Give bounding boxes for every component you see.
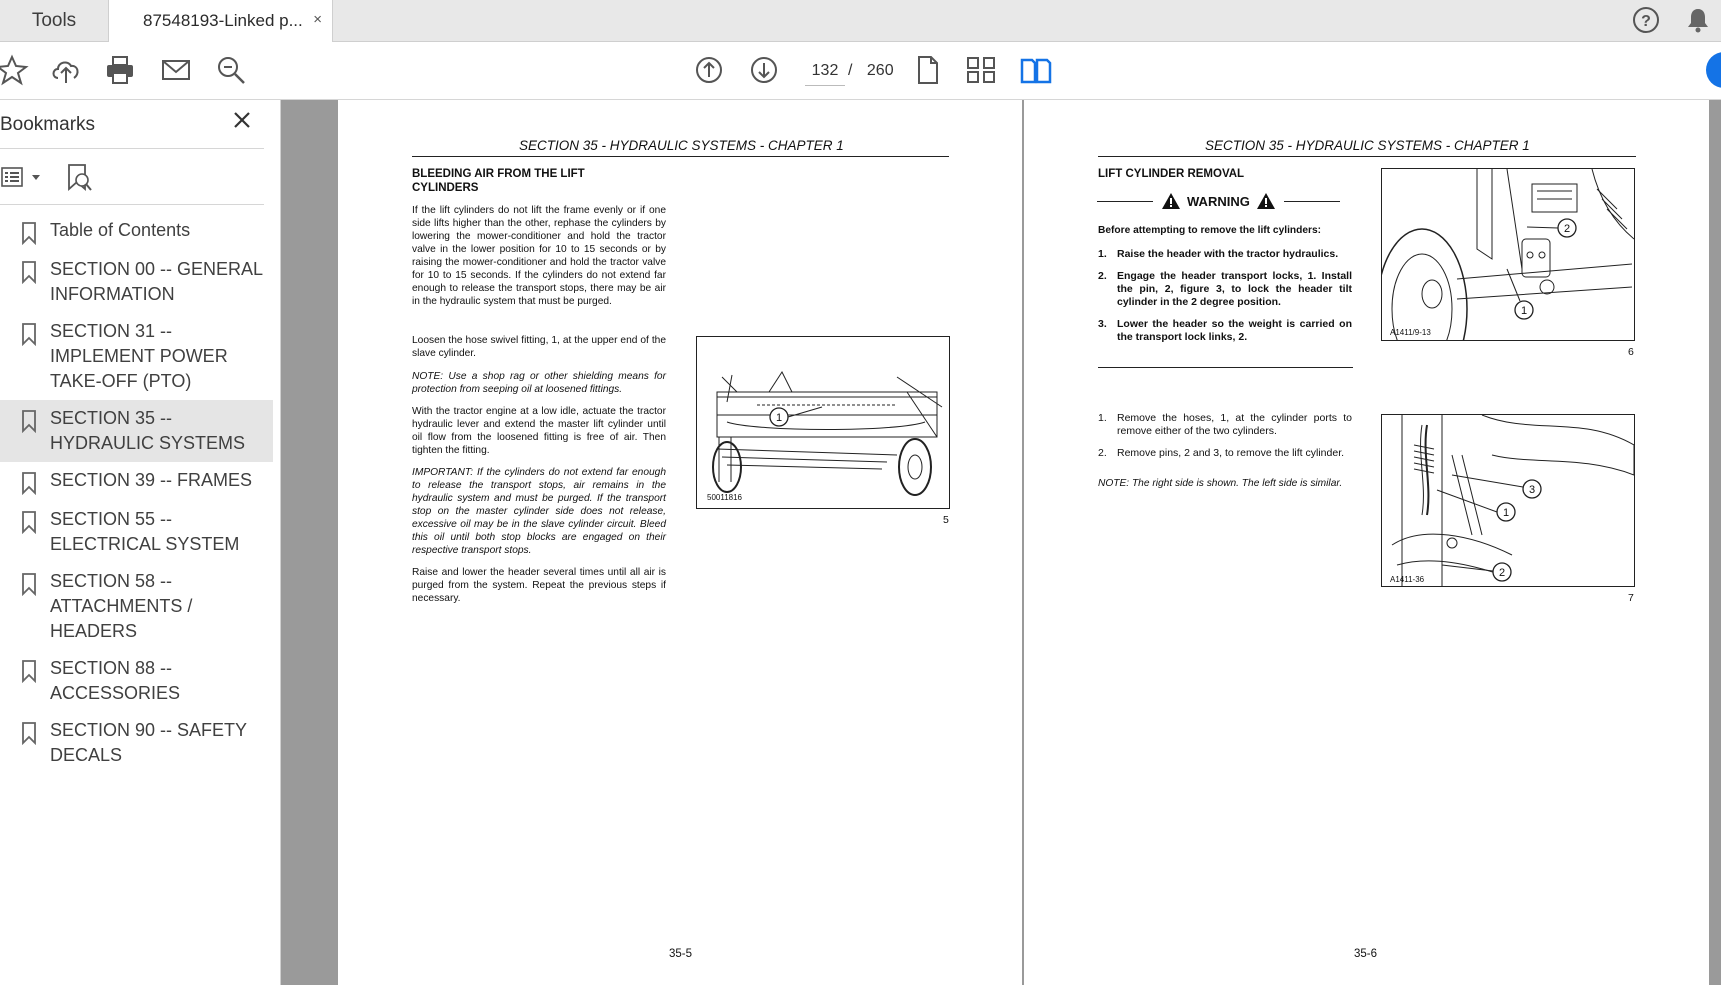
section-heading: LIFT CYLINDER REMOVAL: [1098, 168, 1245, 180]
tab-tools[interactable]: Tools: [31, 10, 77, 31]
page-footer: 35-6: [1354, 948, 1378, 960]
paragraph: If the lift cylinders do not lift the frame evenly or if one side lifts higher than the other, rephase the cylinders by lowering the mower-conditioner and hold the tractor valve in the lower position for 10 to 15 seconds or by raising the mower-conditioner and hold the tractor valve for 10 to 15 seconds. If the cylinders do not extend far enough to release the transport stops, there may be air in the hydraulic system that must be purged.: [412, 205, 666, 307]
pdf-page-left: [338, 100, 1022, 985]
warning-end-rule: [1098, 367, 1353, 368]
hoses-illustration: [1382, 415, 1634, 586]
bookmark-label: SECTION 90 -- SAFETY DECALS: [50, 720, 247, 765]
bookmark-icon: [20, 510, 38, 534]
page-header: SECTION 35 - HYDRAULIC SYSTEMS - CHAPTER 1: [1205, 138, 1530, 153]
previous-page-icon[interactable]: [691, 52, 727, 88]
figure-6-cylinder: [1381, 168, 1635, 341]
figure-callout: 1: [775, 412, 783, 424]
page-total: [848, 56, 894, 86]
tab-document[interactable]: [108, 0, 333, 42]
bookmark-label: SECTION 00 -- GENERAL INFORMATION: [50, 259, 263, 304]
step-text: Remove the hoses, 1, at the cylinder ports to remove either of the two cylinders.: [1117, 412, 1352, 437]
bookmark-icon: [20, 260, 38, 284]
figure-callout: 1: [1520, 305, 1528, 317]
bookmark-item[interactable]: [0, 313, 273, 400]
bookmark-icon: [20, 721, 38, 745]
account-avatar[interactable]: [1706, 52, 1721, 88]
page-separator: /: [848, 62, 853, 79]
bookmark-label: SECTION 35 -- HYDRAULIC SYSTEMS: [50, 408, 246, 453]
page-footer: 35-5: [669, 948, 693, 960]
bookmark-label: SECTION 58 -- ATTACHMENTS / HEADERS: [50, 571, 193, 641]
pdf-page-right: [1024, 100, 1709, 985]
paragraph: Loosen the hose swivel fitting, 1, at the upper end of the slave cylinder.: [412, 335, 666, 359]
next-page-icon[interactable]: [746, 52, 782, 88]
print-icon[interactable]: [102, 52, 138, 88]
step-item: [1098, 248, 1352, 261]
tab-document-label: 87548193-Linked p...: [143, 11, 303, 30]
close-icon[interactable]: [232, 110, 252, 130]
bookmark-list: [0, 212, 273, 774]
divider: [0, 148, 264, 149]
warning-banner: [1097, 192, 1340, 210]
bookmark-item[interactable]: [0, 563, 273, 650]
header-rule: [1098, 156, 1636, 157]
section-heading: BLEEDING AIR FROM THE LIFT CYLINDERS: [412, 168, 585, 194]
bookmark-label: SECTION 31 -- IMPLEMENT POWER TAKE-OFF (PTO): [50, 321, 228, 391]
step-item: [1098, 318, 1352, 344]
figure-7-hoses: [1381, 414, 1635, 587]
document-view: [281, 100, 1721, 985]
paragraph: With the tractor engine at a low idle, actuate the tractor hydraulic lever and extend the master lift cylinder until oil flow from the loosened fitting is free of air. Then tighten the fitting.: [412, 406, 666, 456]
bookmark-item[interactable]: [0, 212, 273, 251]
figure-callout: 3: [1528, 484, 1536, 496]
note-text: NOTE: Use a shop rag or other shielding means for protection from seeping oil at loosened fittings.: [412, 371, 666, 395]
upload-cloud-icon[interactable]: [48, 52, 84, 88]
search-icon[interactable]: [213, 52, 249, 88]
figure-callout: 2: [1498, 567, 1506, 579]
step-text: Lower the header so the weight is carried on the transport lock links, 2.: [1117, 318, 1352, 343]
notification-bell-icon[interactable]: [1685, 6, 1711, 34]
bookmarks-panel: [0, 100, 281, 985]
warning-triangle-icon: [1256, 192, 1276, 210]
figure-callout: 2: [1563, 223, 1571, 235]
help-icon[interactable]: [1632, 6, 1660, 34]
page-number-input[interactable]: 132: [805, 56, 845, 86]
two-page-view-icon[interactable]: [1018, 52, 1054, 88]
bookmark-icon: [20, 572, 38, 596]
single-page-view-icon[interactable]: [909, 52, 945, 88]
warning-intro: Before attempting to remove the lift cylinders:: [1098, 225, 1322, 236]
warning-rule: [1097, 201, 1153, 202]
figure-mower: [696, 336, 950, 509]
figure-callout: 1: [1502, 507, 1510, 519]
figure-code: A1411/9-13: [1390, 328, 1431, 337]
bookmark-label: SECTION 88 -- ACCESSORIES: [50, 658, 181, 703]
bookmark-item[interactable]: [0, 712, 273, 774]
cylinder-illustration: [1382, 169, 1634, 340]
bookmarks-title: Bookmarks: [0, 114, 96, 135]
mower-illustration: [697, 337, 949, 508]
important-text: IMPORTANT: If the cylinders do not extend far enough to release the transport stops, air remains in the hydraulic system and must be purged. If the transport stop on the master cylinder side does not release, excessive oil may be in the slave cylinder circuit. Bleed this oil until both stop blocks are engaged on their respective transport stops.: [412, 467, 666, 556]
step-item: [1098, 270, 1352, 309]
warning-label: WARNING: [1187, 193, 1250, 209]
fit-page-icon[interactable]: [963, 52, 999, 88]
figure-code: 50011816: [707, 493, 742, 502]
step-number: 1.: [1098, 412, 1107, 424]
bookmark-icon: [20, 221, 38, 245]
warning-rule: [1284, 201, 1340, 202]
tab-bar: [0, 0, 1721, 42]
bookmark-icon: [20, 409, 38, 433]
step-number: 2.: [1098, 270, 1107, 282]
page-total-count: 260: [866, 62, 894, 79]
figure-number: 7: [1628, 592, 1634, 604]
bookmark-item[interactable]: [0, 251, 273, 313]
page-header: SECTION 35 - HYDRAULIC SYSTEMS - CHAPTER 1: [519, 138, 844, 153]
bookmark-item[interactable]: [0, 462, 273, 501]
warning-triangle-icon: [1161, 192, 1181, 210]
step-item: [1098, 412, 1352, 438]
removal-steps: [1098, 412, 1352, 469]
warning-steps: [1098, 248, 1352, 353]
step-number: 3.: [1098, 318, 1107, 330]
bookmark-item[interactable]: [0, 400, 273, 462]
step-text: Remove pins, 2 and 3, to remove the lift cylinder.: [1117, 447, 1345, 459]
bookmark-options-icon[interactable]: [0, 160, 44, 194]
figure-number: 6: [1628, 346, 1634, 358]
figure-code: A1411-36: [1390, 575, 1425, 584]
figure-number: 5: [943, 514, 949, 526]
bookmark-item[interactable]: [0, 650, 273, 712]
step-text: Raise the header with the tractor hydraulics.: [1117, 248, 1339, 260]
divider: [0, 204, 264, 205]
email-icon[interactable]: [158, 52, 194, 88]
add-bookmark-icon[interactable]: [64, 160, 94, 194]
header-rule: [412, 156, 949, 157]
step-item: [1098, 447, 1352, 460]
bookmark-label: SECTION 39 -- FRAMES: [50, 470, 253, 490]
toolbar: [0, 42, 1721, 100]
star-icon[interactable]: [0, 52, 30, 88]
bookmark-icon: [20, 322, 38, 346]
step-number: 1.: [1098, 248, 1107, 260]
svg-text:?: ?: [1641, 13, 1651, 30]
note-text: NOTE: The right side is shown. The left side is similar.: [1098, 478, 1343, 489]
paragraph: Raise and lower the header several times until all air is purged from the system. Repeat the previous steps if necessary.: [412, 567, 666, 604]
step-text: Engage the header transport locks, 1. Install the pin, 2, figure 3, to lock the header tilt cylinder in the 2 degree position.: [1117, 270, 1352, 308]
bookmark-icon: [20, 471, 38, 495]
bookmark-icon: [20, 659, 38, 683]
step-number: 2.: [1098, 447, 1107, 459]
bookmark-label: SECTION 55 -- ELECTRICAL SYSTEM: [50, 509, 240, 554]
tab-close-icon[interactable]: ×: [313, 11, 322, 28]
bookmark-item[interactable]: [0, 501, 273, 563]
bookmark-label: Table of Contents: [50, 220, 191, 240]
